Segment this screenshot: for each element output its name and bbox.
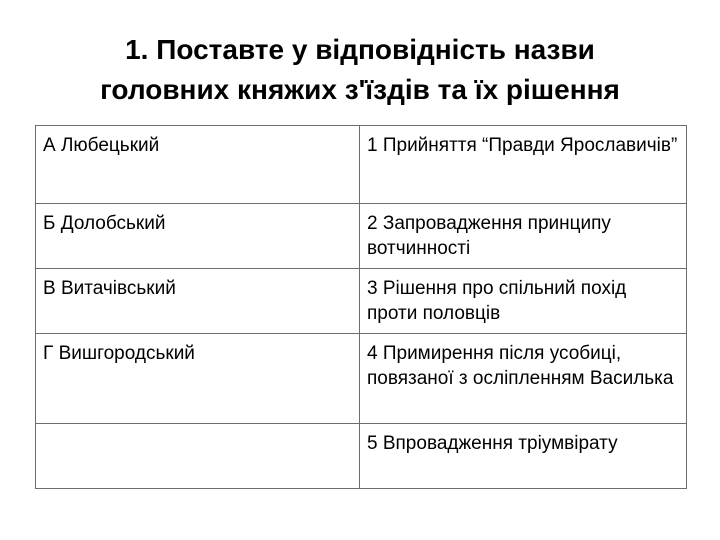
slide-title xyxy=(20,30,700,110)
table-row xyxy=(36,204,687,269)
decision-cell: 2 Запровадження принципу вотчинності xyxy=(360,204,687,269)
table-row xyxy=(36,424,687,489)
title-line-2: головних княжих з'їздів та їх рішення xyxy=(100,74,620,105)
congress-cell: В Витачівський xyxy=(36,269,360,334)
table-row xyxy=(36,126,687,204)
decision-cell: 3 Рішення про спільний похід проти половців xyxy=(360,269,687,334)
decision-cell: 1 Прийняття “Правди Ярославичів” xyxy=(360,126,687,204)
congress-cell-empty xyxy=(36,424,360,489)
congress-cell: Г Вишгородський xyxy=(36,334,360,424)
table-row xyxy=(36,269,687,334)
decision-cell: 4 Примирення після усобиці, повязаної з осліпленням Василька xyxy=(360,334,687,424)
table-row xyxy=(36,334,687,424)
decision-cell: 5 Впровадження тріумвірату xyxy=(360,424,687,489)
congress-cell: Б Долобський xyxy=(36,204,360,269)
title-line-1: 1. Поставте у відповідність назви xyxy=(125,34,595,65)
congress-cell: А Любецький xyxy=(36,126,360,204)
matching-table xyxy=(35,125,687,489)
